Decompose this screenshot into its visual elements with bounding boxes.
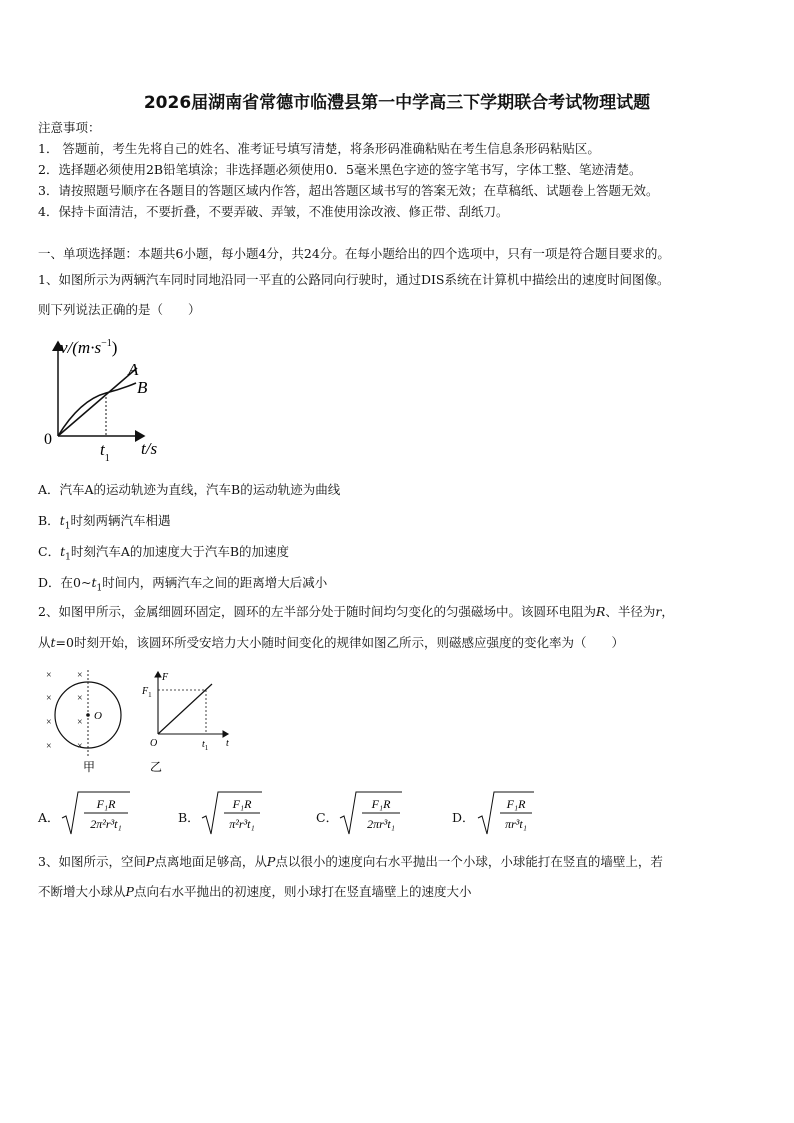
y-axis-label: $v/(m\cdot s^{-1})$ bbox=[60, 338, 118, 357]
y-axis-label: F bbox=[162, 672, 169, 683]
field-cross: × bbox=[46, 717, 52, 728]
q2-figure-yi bbox=[140, 668, 240, 778]
svg-text:πr³t₁: πr³t₁ bbox=[505, 817, 527, 831]
q3-stem-line1: 3、如图所示，空间P点离地面足够高，从P点以很小的速度向右水平抛出一个小球，小球能打在竖直的墙壁上，若 bbox=[38, 854, 663, 869]
q1-option-a: A．汽车A的运动轨迹为直线，汽车B的运动轨迹为曲线 bbox=[38, 482, 341, 497]
note-item-3: 3．请按照题号顺序在各题目的答题区域内作答，超出答题区域书写的答案无效；在草稿纸、试题卷上答题无效。 bbox=[38, 183, 659, 198]
notes-heading: 注意事项： bbox=[38, 120, 101, 135]
note-item-4: 4．保持卡面清洁，不要折叠，不要弄破、弄皱，不准使用涂改液、修正带、刮纸刀。 bbox=[38, 204, 509, 219]
field-cross: × bbox=[77, 717, 83, 728]
field-cross: × bbox=[77, 693, 83, 704]
figure-jia-caption: 甲 bbox=[83, 760, 96, 774]
section-header: 一、单项选择题：本题共6小题，每小题4分，共24分。在每小题给出的四个选项中，只有一项是符合题目要求的。 bbox=[38, 246, 670, 261]
q1-vt-graph bbox=[40, 330, 180, 466]
field-cross: × bbox=[46, 670, 52, 681]
sqrt-fraction bbox=[60, 790, 132, 838]
curve-b-line bbox=[58, 383, 136, 436]
q2-stem-line1: 2、如图甲所示，金属细圆环固定，圆环的左半部分处于随时间均匀变化的匀强磁场中。该圆环电阻为R、半径为r， bbox=[38, 604, 674, 619]
q1-stem-line1: 1、如图所示为两辆汽车同时同地沿同一平直的公路同向行驶时，通过DIS系统在计算机中描绘出的速度时间图像。 bbox=[38, 272, 670, 287]
svg-text:F₁R: F₁R bbox=[96, 797, 116, 811]
sqrt-fraction bbox=[476, 790, 538, 838]
field-cross: × bbox=[46, 693, 52, 704]
q1-option-b: B．$t_1$时刻两辆汽车相遇 bbox=[38, 513, 171, 532]
svg-text:F₁R: F₁R bbox=[506, 797, 526, 811]
field-cross: × bbox=[46, 741, 52, 752]
sqrt-fraction bbox=[200, 790, 264, 838]
x-axis-label: t/s bbox=[141, 439, 158, 458]
origin-label: O bbox=[150, 738, 158, 749]
svg-text:F₁R: F₁R bbox=[371, 797, 391, 811]
figure-yi-caption: 乙 bbox=[150, 760, 163, 774]
t1-label: $t_1$ bbox=[202, 739, 209, 752]
q3-stem-line2: 不断增大小球从P点向右水平抛出的初速度，则小球打在竖直墙壁上的速度大小 bbox=[38, 884, 472, 899]
origin-label: 0 bbox=[44, 431, 52, 448]
q2-stem-line2: 从t=0时刻开始，该圆环所受安培力大小随时间变化的规律如图乙所示，则磁感应强度的变化率为（ ） bbox=[38, 635, 624, 650]
svg-text:2πr³t₁: 2πr³t₁ bbox=[367, 817, 395, 831]
svg-text:F₁R: F₁R bbox=[232, 797, 252, 811]
curve-b-label: B bbox=[137, 378, 148, 397]
q1-stem-line2: 则下列说法正确的是（ ） bbox=[38, 302, 201, 317]
center-label: O bbox=[94, 710, 102, 722]
note-item-1: 1． 答题前，考生先将自己的姓名、准考证号填写清楚，将条形码准确粘贴在考生信息条形码粘贴区。 bbox=[38, 141, 600, 156]
sqrt-fraction bbox=[338, 790, 404, 838]
field-cross: × bbox=[77, 741, 83, 752]
field-cross: × bbox=[77, 670, 83, 681]
curve-a-label: A bbox=[128, 360, 139, 379]
q1-option-d: D．在$0\sim t_1$时间内，两辆汽车之间的距离增大后减小 bbox=[38, 575, 328, 594]
f-t-line bbox=[158, 684, 212, 734]
page-title: 2026届湖南省常德市临澧县第一中学高三下学期联合考试物理试题 bbox=[143, 93, 651, 113]
note-item-2: 2．选择题必须使用2B铅笔填涂；非选择题必须使用0．5毫米黑色字迹的签字笔书写，字体工整、笔迹清楚。 bbox=[38, 162, 642, 177]
q1-option-c: C．$t_1$时刻汽车A的加速度大于汽车B的加速度 bbox=[38, 544, 290, 563]
q2-figure-jia bbox=[38, 668, 138, 778]
svg-text:π²r³t₁: π²r³t₁ bbox=[229, 817, 255, 831]
svg-text:2π²r³t₁: 2π²r³t₁ bbox=[90, 817, 122, 831]
f1-label: $F_1$ bbox=[142, 686, 152, 699]
curve-a-line bbox=[58, 368, 137, 436]
t1-label: $t_1$ bbox=[100, 440, 110, 464]
x-axis-label: t bbox=[226, 738, 229, 749]
ring-center-dot bbox=[86, 713, 90, 717]
